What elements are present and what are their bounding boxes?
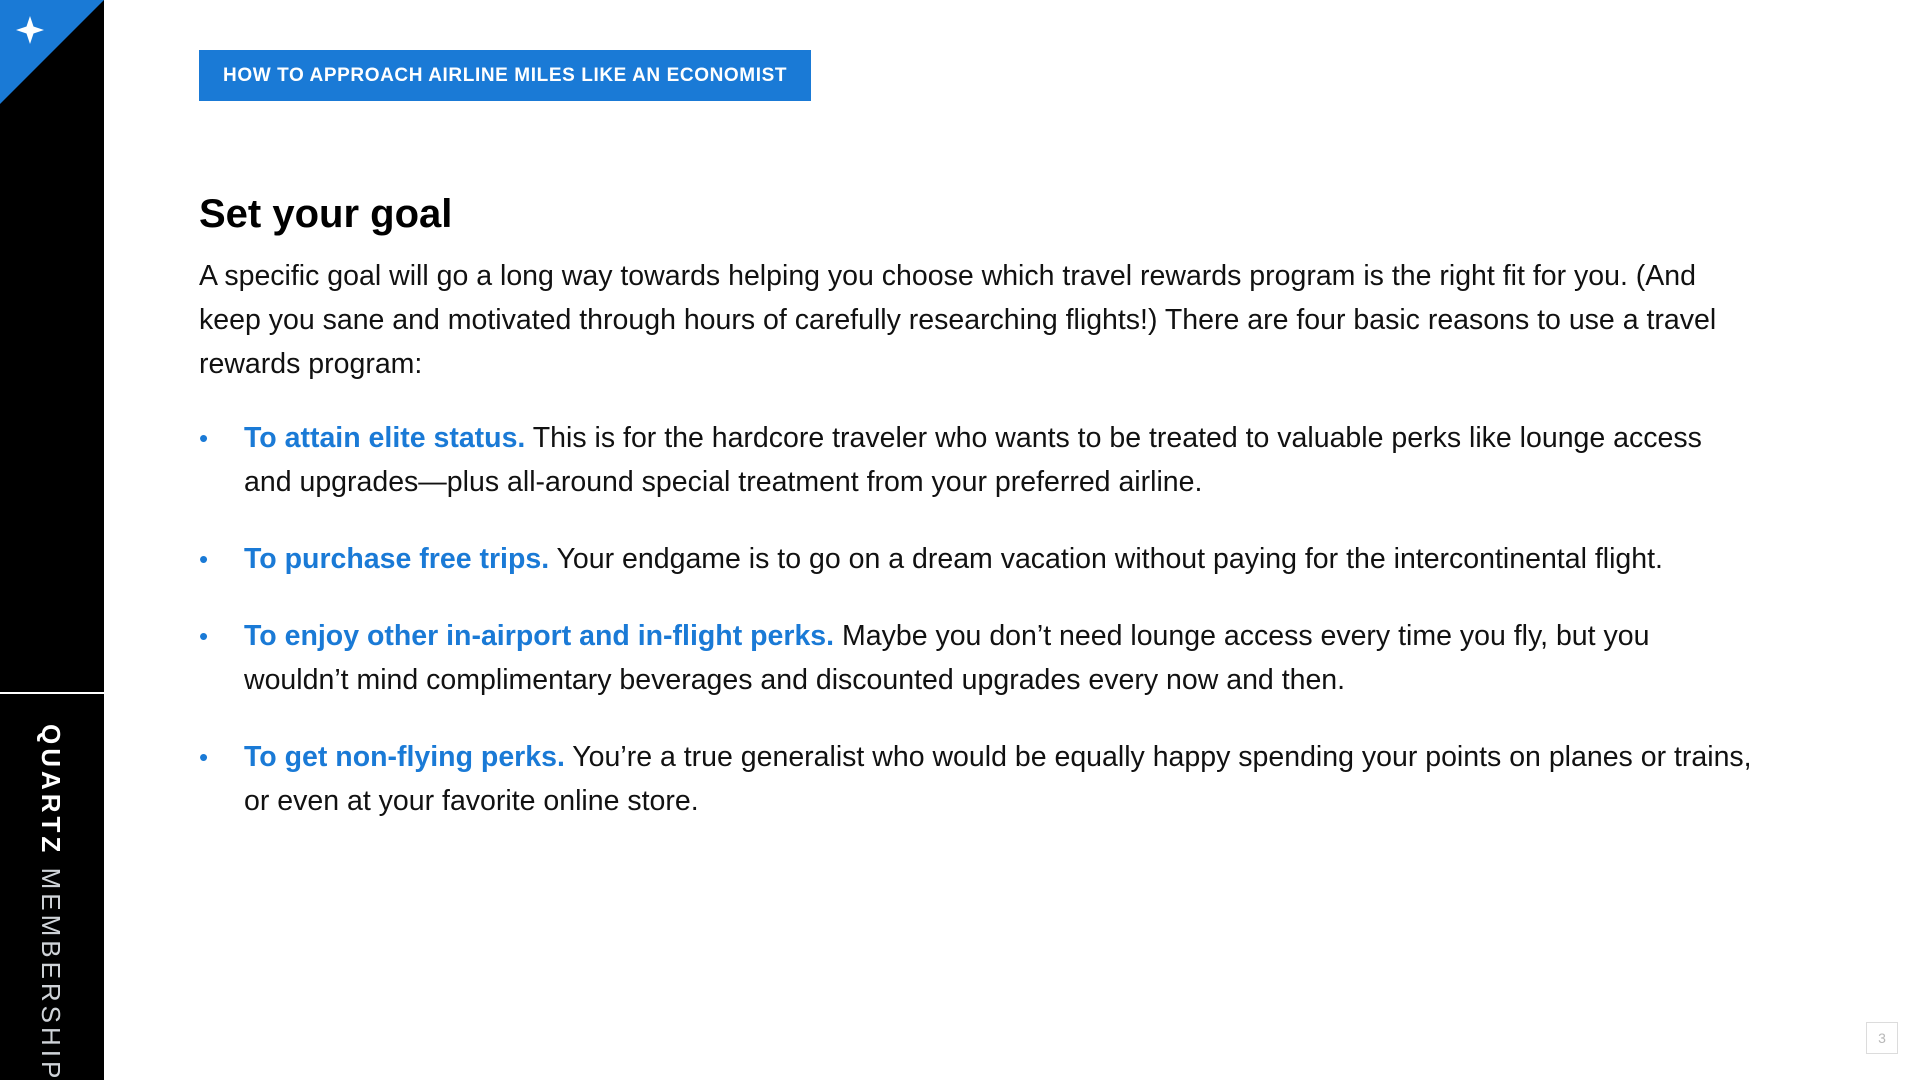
reason-text: This is for the hardcore traveler who wants to be treated to valuable perks like lounge access and upgrades—plus all-around special treatment from your preferred airline. <box>244 422 1702 498</box>
reason-free-trips <box>199 537 1754 581</box>
reasons-list <box>199 416 1759 823</box>
bullet-icon: • <box>199 742 209 772</box>
bullet-icon: • <box>199 621 209 651</box>
section-banner: HOW TO APPROACH AIRLINE MILES LIKE AN ECONOMIST <box>199 50 811 101</box>
page-number: 3 <box>1866 1022 1898 1054</box>
main-content <box>199 186 1759 856</box>
sidebar <box>0 0 104 1080</box>
sparkle-icon <box>0 0 104 104</box>
reason-text: You’re a true generalist who would be equally happy spending your points on planes or trains, or even at your favorite online store. <box>244 741 1752 817</box>
intro-paragraph: A specific goal will go a long way towards helping you choose which travel rewards program is the right fit for you. (And keep you sane and motivated through hours of carefully researching flights!) There are four basic reasons to use a travel rewards program: <box>199 260 1717 380</box>
reason-airport-perks <box>199 614 1754 702</box>
reason-elite-status <box>199 416 1754 504</box>
brand-secondary: MEMBERSHIP <box>36 867 66 1082</box>
sidebar-divider <box>0 692 104 694</box>
reason-text: Your endgame is to go on a dream vacation without paying for the intercontinental flight. <box>549 543 1663 575</box>
reason-lead: To attain elite status. <box>244 422 526 454</box>
reason-text: Maybe you don’t need lounge access every time you fly, but you wouldn’t mind complimentary beverages and discounted upgrades every now and then. <box>244 620 1650 696</box>
brand-primary: QUARTZ <box>36 724 66 857</box>
brand-corner <box>0 0 104 104</box>
brand-wordmark <box>33 724 69 1082</box>
reason-lead: To get non-flying perks. <box>244 741 565 773</box>
reason-lead: To enjoy other in-airport and in-flight perks. <box>244 620 835 652</box>
bullet-icon: • <box>199 423 209 453</box>
reason-non-flying-perks <box>199 735 1754 823</box>
page-title: Set your goal <box>199 192 453 236</box>
reason-lead: To purchase free trips. <box>244 543 550 575</box>
bullet-icon: • <box>199 544 209 574</box>
